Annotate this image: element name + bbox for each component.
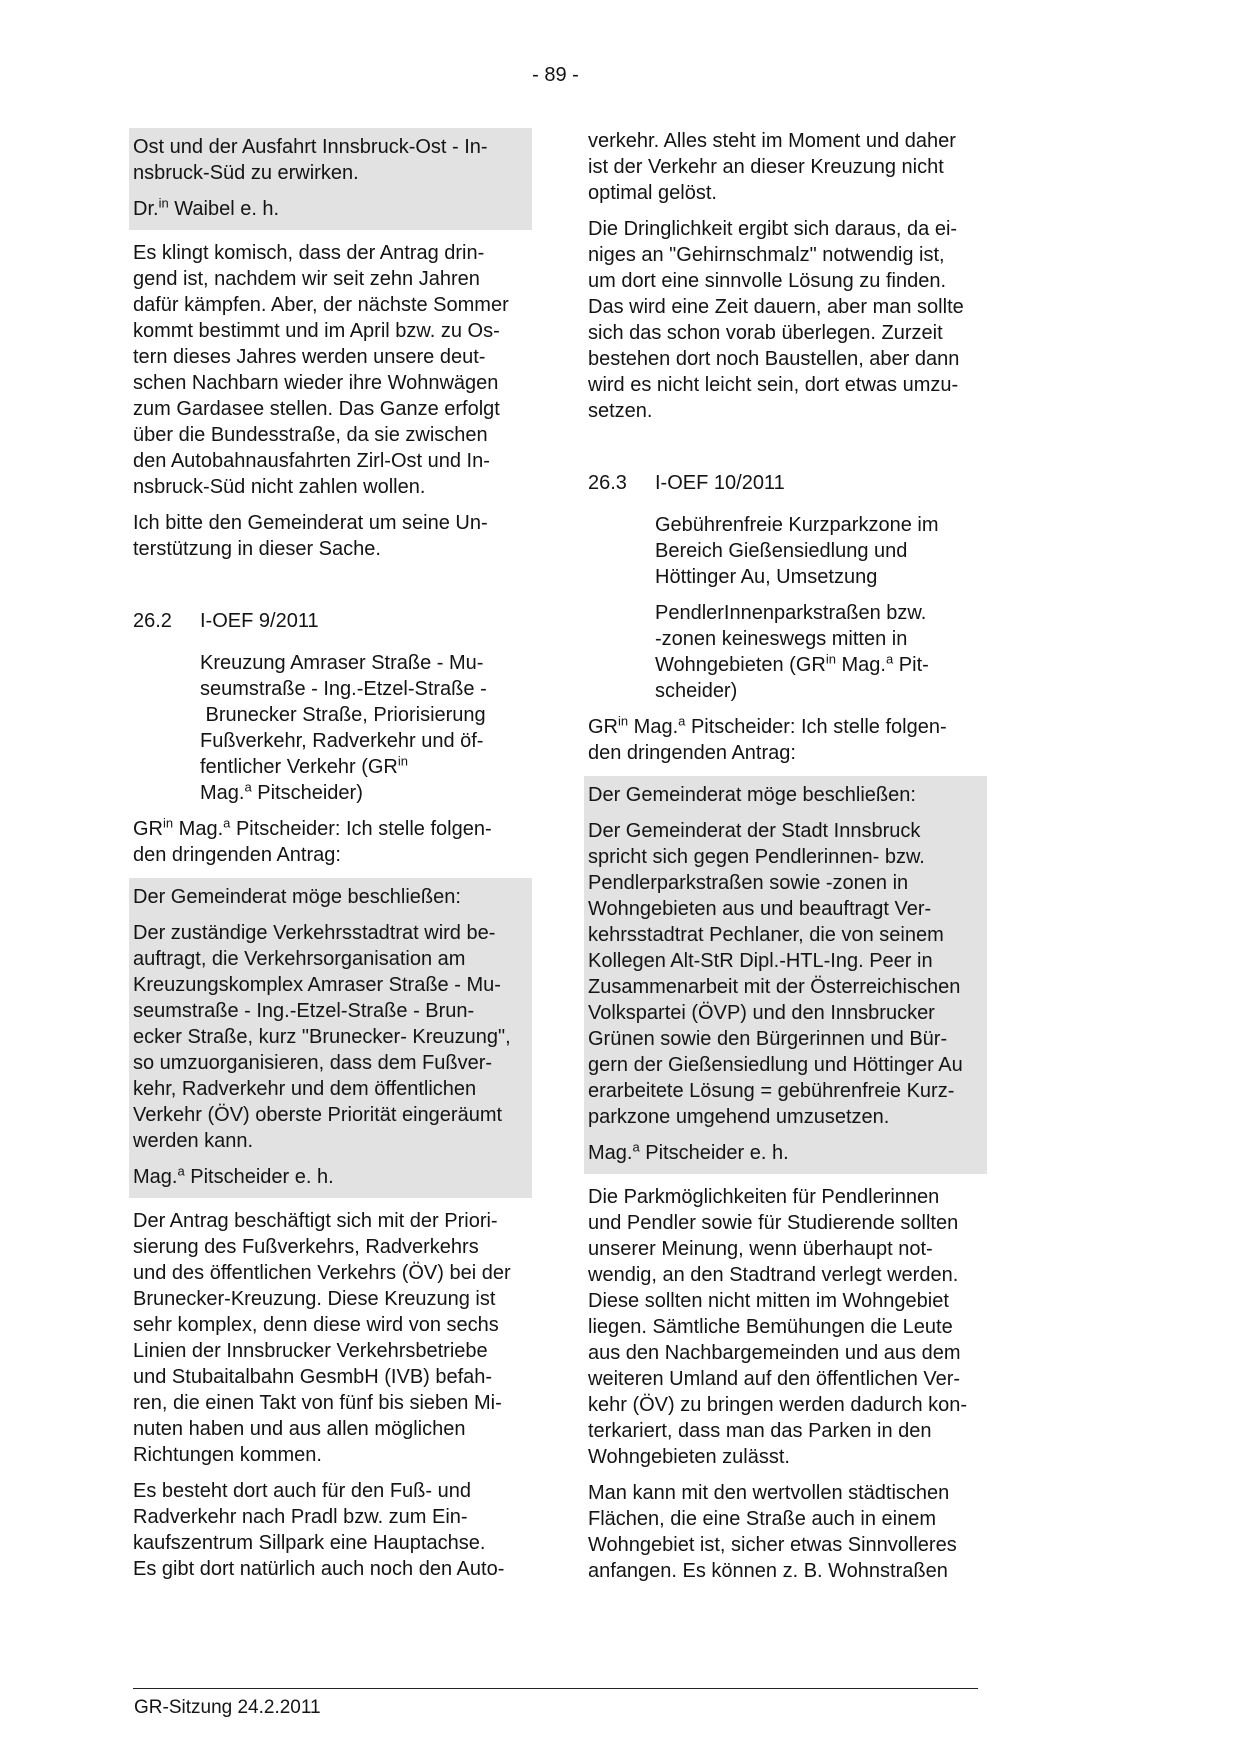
section-subtitle: PendlerInnenparkstraßen bzw. -zonen keineswegs mitten in Wohngebieten ($GR^{in}$ Mag.$^a$ Pit- scheider) (655, 602, 929, 702)
paragraph: Die Parkmöglichkeiten für Pendlerinnen und Pendler sowie für Studierende sollten unserer Meinung, wenn überhaupt not- wendig, an den Stadtrand verlegt werden. Diese sollten nicht mitten im Wohngebiet liegen. Sämtliche Bemühungen die Leute aus den Nachbargemeinden und aus dem weiteren Umland auf den öffentlichen Ver- kehr (ÖV) zu bringen werden dadurch kon- terkariert, dass man das Parken in den Wohngebieten zulässt. (588, 1186, 968, 1468)
section-heading (133, 608, 527, 634)
paragraph: verkehr. Alles steht im Moment und daher ist der Verkehr an dieser Kreuzung nicht optimal gelöst. (588, 130, 956, 204)
paragraph: Ost und der Ausfahrt Innsbruck-Ost - In- nsbruck-Süd zu erwirken. (133, 136, 488, 184)
paragraph: Der Gemeinderat der Stadt Innsbruck spricht sich gegen Pendlerinnen- bzw. Pendlerparkstraßen sowie -zonen in Wohngebieten aus und beauftragt Ver- kehrsstadtrat Pechlaner, die von seinem Kollegen Alt-StR Dipl.-HTL-Ing. Peer in Zusammenarbeit mit der Österreichischen Volkspartei (ÖVP) und den Innsbrucker Grünen sowie den Bürgerinnen und Bür- gern der Gießensiedlung und Höttinger Au erarbeitete Lösung = gebührenfreie Kurz- parkzone umgehend umzusetzen. (588, 820, 963, 1128)
paragraph: Die Dringlichkeit ergibt sich daraus, da ei- niges an "Gehirnschmalz" notwendig ist, um dort eine sinnvolle Lösung zu finden. Das wird eine Zeit dauern, aber man sollte sich das schon vorab überlegen. Zurzeit bestehen dort noch Baustellen, aber dann wird es nicht leicht sein, dort etwas umzu- setzen. (588, 218, 964, 422)
right-column (588, 128, 982, 1594)
section-label: I-OEF 9/2011 (200, 610, 319, 632)
paragraph: Der Gemeinderat möge beschließen: (588, 784, 916, 806)
paragraph: $GR^{in}$ Mag.$^a$ Pitscheider: Ich stelle folgen- den dringenden Antrag: (588, 713, 947, 764)
paragraph: Es besteht dort auch für den Fuß- und Radverkehr nach Pradl bzw. zum Ein- kaufszentrum Sillpark eine Hauptachse. Es gibt dort natürlich auch noch den Auto- (133, 1480, 505, 1580)
motion-highlight-block (129, 878, 532, 1198)
paragraph: Der Antrag beschäftigt sich mit der Priori- sierung des Fußverkehrs, Radverkehrs und des öffentlichen Verkehrs (ÖV) bei der Brunecker-Kreuzung. Diese Kreuzung ist sehr komplex, denn diese wird von sechs Linien der Innsbrucker Verkehrsbetriebe und Stubaitalbahn GesmbH (IVB) befah- ren, die einen Takt von fünf bis sieben Mi- nuten haben und aus allen möglichen Richtungen kommen. (133, 1210, 511, 1466)
paragraph: Mag.$^a$ Pitscheider e. h. (588, 1139, 789, 1164)
page-number: - 89 - (532, 64, 579, 86)
paragraph: Der Gemeinderat möge beschließen: (133, 886, 461, 908)
paragraph: Mag.$^a$ Pitscheider e. h. (133, 1163, 334, 1188)
paragraph: Es klingt komisch, dass der Antrag drin- gend ist, nachdem wir seit zehn Jahren dafür kämpfen. Aber, der nächste Sommer kommt bestimmt und im April bzw. zu Os- tern dieses Jahres werden unsere deut- schen Nachbarn wieder ihre Wohnwägen zum Gardasee stellen. Das Ganze erfolgt über die Bundesstraße, da sie zwischen den Autobahnausfahrten Zirl-Ost und In- nsbruck-Süd nicht zahlen wollen. (133, 242, 509, 498)
section-subtitle: Kreuzung Amraser Straße - Mu- seumstraße - Ing.-Etzel-Straße - Brunecker Straße, Priorisierung Fußverkehr, Radverkehr und öf- fentlicher Verkehr ($GR^{in}$ Mag.$^a$ Pitscheider) (200, 652, 487, 804)
section-heading (588, 470, 982, 496)
motion-highlight-block (129, 128, 532, 230)
paragraph: $GR^{in}$ Mag.$^a$ Pitscheider: Ich stelle folgen- den dringenden Antrag: (133, 815, 492, 866)
footer-session-label: GR-Sitzung 24.2.2011 (134, 1697, 321, 1718)
section-number: 26.2 (133, 610, 172, 632)
section-subtitle: Gebührenfreie Kurzparkzone im Bereich Gießensiedlung und Höttinger Au, Umsetzung (655, 514, 939, 588)
paragraph: Man kann mit den wertvollen städtischen Flächen, die eine Straße auch in einem Wohngebiet ist, sicher etwas Sinnvolleres anfangen. Es können z. B. Wohnstraßen (588, 1482, 957, 1582)
left-column (133, 128, 527, 1592)
paragraph: Der zuständige Verkehrsstadtrat wird be- auftragt, die Verkehrsorganisation am Kreuzungskomplex Amraser Straße - Mu- seumstraße - Ing.-Etzel-Straße - Brun- ecker Straße, kurz "Brunecker- Kreuzung", so umzuorganisieren, dass dem Fußver- kehr, Radverkehr und dem öffentlichen Verkehr (ÖV) oberste Priorität eingeräumt werden kann. (133, 922, 511, 1152)
paragraph: Ich bitte den Gemeinderat um seine Un- terstützung in dieser Sache. (133, 512, 488, 560)
paragraph: Dr.$^{in}$ Waibel e. h. (133, 195, 280, 220)
section-label: I-OEF 10/2011 (655, 472, 785, 494)
footer-divider (133, 1688, 978, 1689)
motion-highlight-block (584, 776, 987, 1174)
section-number: 26.3 (588, 472, 627, 494)
